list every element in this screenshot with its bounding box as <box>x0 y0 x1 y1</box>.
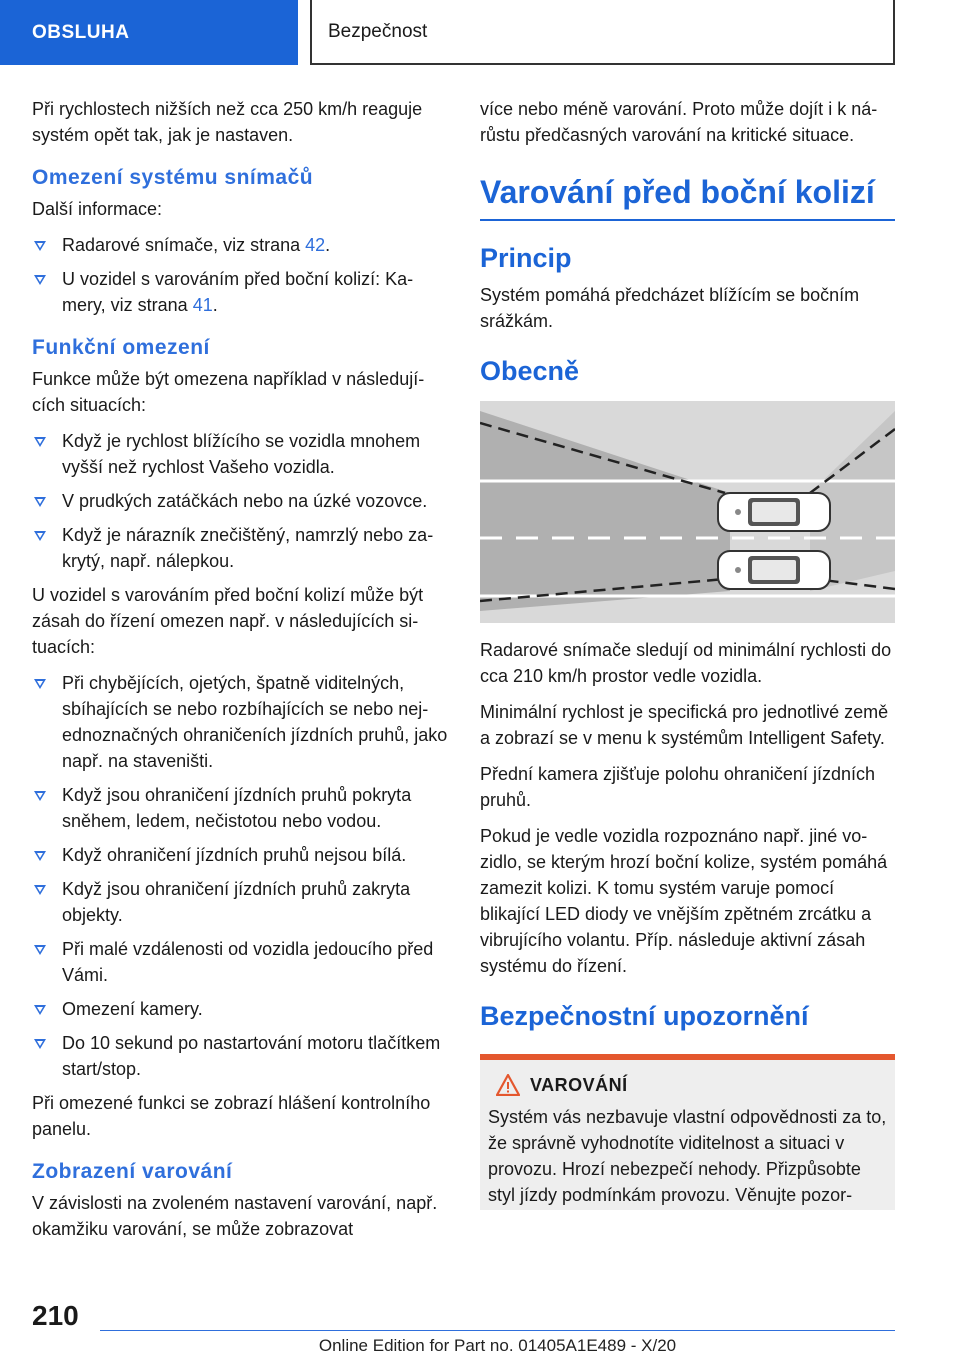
bullet-triangle-icon <box>34 1039 46 1049</box>
general-heading: Obecně <box>480 356 580 386</box>
list-item-text: Když jsou ohraničení jízdních pruhů pokryta sněhem, ledem, nečistotou nebo vodou. <box>62 785 412 831</box>
header-section-title: Bezpečnost <box>310 0 895 65</box>
bullet-triangle-icon <box>34 679 46 689</box>
bullet-triangle-icon <box>34 275 46 285</box>
list-item <box>32 842 448 868</box>
chapter-title: Varování před boční kolizí <box>480 174 895 221</box>
list-item <box>32 876 448 928</box>
list-item-text: V prudkých zatáčkách nebo na úzké vozovce. <box>62 491 428 511</box>
limited-function-note: Při omezené funkci se zobrazí hlášení kontrolního panelu. <box>32 1093 431 1139</box>
page-number: 210 <box>32 1300 79 1331</box>
principle-text: Systém pomáhá předcházet blížícím se bočním srážkám. <box>480 285 860 331</box>
list-item-end: . <box>212 295 218 315</box>
continuation-paragraph: více nebo méně varování. Proto může dojít i k nárůstu předčasných varování na kritické situace. <box>480 99 878 145</box>
principle-heading: Princip <box>480 243 572 273</box>
functional-limits-list <box>32 428 448 574</box>
list-item-text: Při chybějících, ojetých, špatně viditelných, sbíhajících se nebo rozbíhajících se nebo nejednoznačných ohraničeních jízdních pruhů, jako např. na staveništi. <box>62 673 448 771</box>
list-item <box>32 428 448 480</box>
bullet-triangle-icon <box>34 531 46 541</box>
list-item-text: Omezení kamery. <box>62 999 203 1019</box>
list-item-text: Radarové snímače, viz strana <box>62 235 306 255</box>
bullet-triangle-icon <box>34 437 46 447</box>
general-paragraph: Přední kamera zjišťuje polohu ohraničení jízdních pruhů. <box>480 764 875 810</box>
header-chapter-tab: OBSLUHA <box>0 0 298 65</box>
car-ego <box>718 493 830 531</box>
functional-limits-heading: Funkční omezení <box>32 336 210 359</box>
list-item <box>32 266 448 318</box>
list-item-text: Když je rychlost blížícího se vozidla mnohem vyšší než rychlost Vašeho vozidla. <box>62 431 421 477</box>
list-item-end: . <box>325 235 331 255</box>
warning-label: VAROVÁNÍ <box>530 1074 628 1095</box>
bullet-triangle-icon <box>34 1005 46 1015</box>
left-column <box>32 96 448 1252</box>
list-item-text: Když ohraničení jízdních pruhů nejsou bílá. <box>62 845 407 865</box>
footer-divider <box>100 1330 895 1331</box>
bullet-triangle-icon <box>34 497 46 507</box>
list-item <box>32 522 448 574</box>
sensor-limits-list <box>32 232 448 318</box>
bullet-triangle-icon <box>34 241 46 251</box>
warning-box <box>480 1054 895 1210</box>
warning-title <box>496 1074 887 1096</box>
warning-display-heading: Zobrazení varování <box>32 1160 233 1183</box>
list-item <box>32 782 448 834</box>
warning-display-text: V závislosti na zvoleném nastavení varování, např. okamžiku varování, se může zobrazovat <box>32 1193 438 1239</box>
functional-limits-lead: Funkce může být omezena například v následujících situacích: <box>32 369 425 415</box>
footer-edition: Online Edition for Part no. 01405A1E489 - X/20 <box>318 1336 677 1355</box>
sensor-limits-heading: Omezení systému snímačů <box>32 166 314 189</box>
general-paragraph: Radarové snímače sledují od minimální rychlosti do cca 210 km/h prostor vedle vozidla. <box>480 640 892 686</box>
side-collision-radar-diagram <box>480 401 895 623</box>
safety-heading: Bezpečnostní upozornění <box>480 1001 809 1031</box>
list-item <box>32 996 448 1022</box>
general-paragraph: Minimální rychlost je specifická pro jednotlivé země a zobrazí se v menu k systémům Intelligent Safety. <box>480 702 889 748</box>
intro-paragraph: Při rychlostech nižších než cca 250 km/h reaguje systém opět tak, jak je nastaven. <box>32 99 423 145</box>
bullet-triangle-icon <box>34 851 46 861</box>
list-item <box>32 1030 448 1082</box>
list-item-text: U vozidel s varováním před boční kolizí: Kamery, viz strana <box>62 269 414 315</box>
steering-limits-list <box>32 670 448 1082</box>
warning-triangle-icon <box>496 1074 520 1096</box>
steering-limits-lead: U vozidel s varováním před boční kolizí může být zásah do řízení omezen např. v následujících situacích: <box>32 585 424 657</box>
general-paragraph: Pokud je vedle vozidla rozpoznáno např. jiné vozidlo, se kterým hrozí boční kolize, systém pomáhá zamezit kolizi. K tomu systém varuje pomocí blikající LED diody ve vnějším zpětném zrcátku a vibrujícího volantu. Příp. následuje aktivní zásah systému do řízení. <box>480 826 888 976</box>
list-item-text: Při malé vzdálenosti od vozidla jedoucího před Vámi. <box>62 939 434 985</box>
bullet-triangle-icon <box>34 791 46 801</box>
sensor-limits-lead: Další informace: <box>32 199 163 219</box>
warning-text: Systém vás nezbavuje vlastní odpovědnosti za to, že správně vyhodnotíte viditelnost a situaci v provozu. Hrozí nebezpečí nehody. Přizpůsobte styl jízdy podmínkám provozu. Věnujte pozor- <box>488 1107 887 1205</box>
car-adjacent <box>718 551 830 589</box>
list-item <box>32 232 448 258</box>
page-link[interactable]: 41 <box>192 295 213 315</box>
right-column <box>480 96 895 1210</box>
list-item-text: Když je nárazník znečištěný, namrzlý nebo zakrytý, např. nálepkou. <box>62 525 434 571</box>
bullet-triangle-icon <box>34 945 46 955</box>
list-item <box>32 936 448 988</box>
list-item-text: Když jsou ohraničení jízdních pruhů zakryta objekty. <box>62 879 411 925</box>
page-link[interactable]: 42 <box>305 235 326 255</box>
list-item-text: Do 10 sekund po nastartování motoru tlačítkem start/stop. <box>62 1033 441 1079</box>
list-item <box>32 488 448 514</box>
bullet-triangle-icon <box>34 885 46 895</box>
list-item <box>32 670 448 774</box>
